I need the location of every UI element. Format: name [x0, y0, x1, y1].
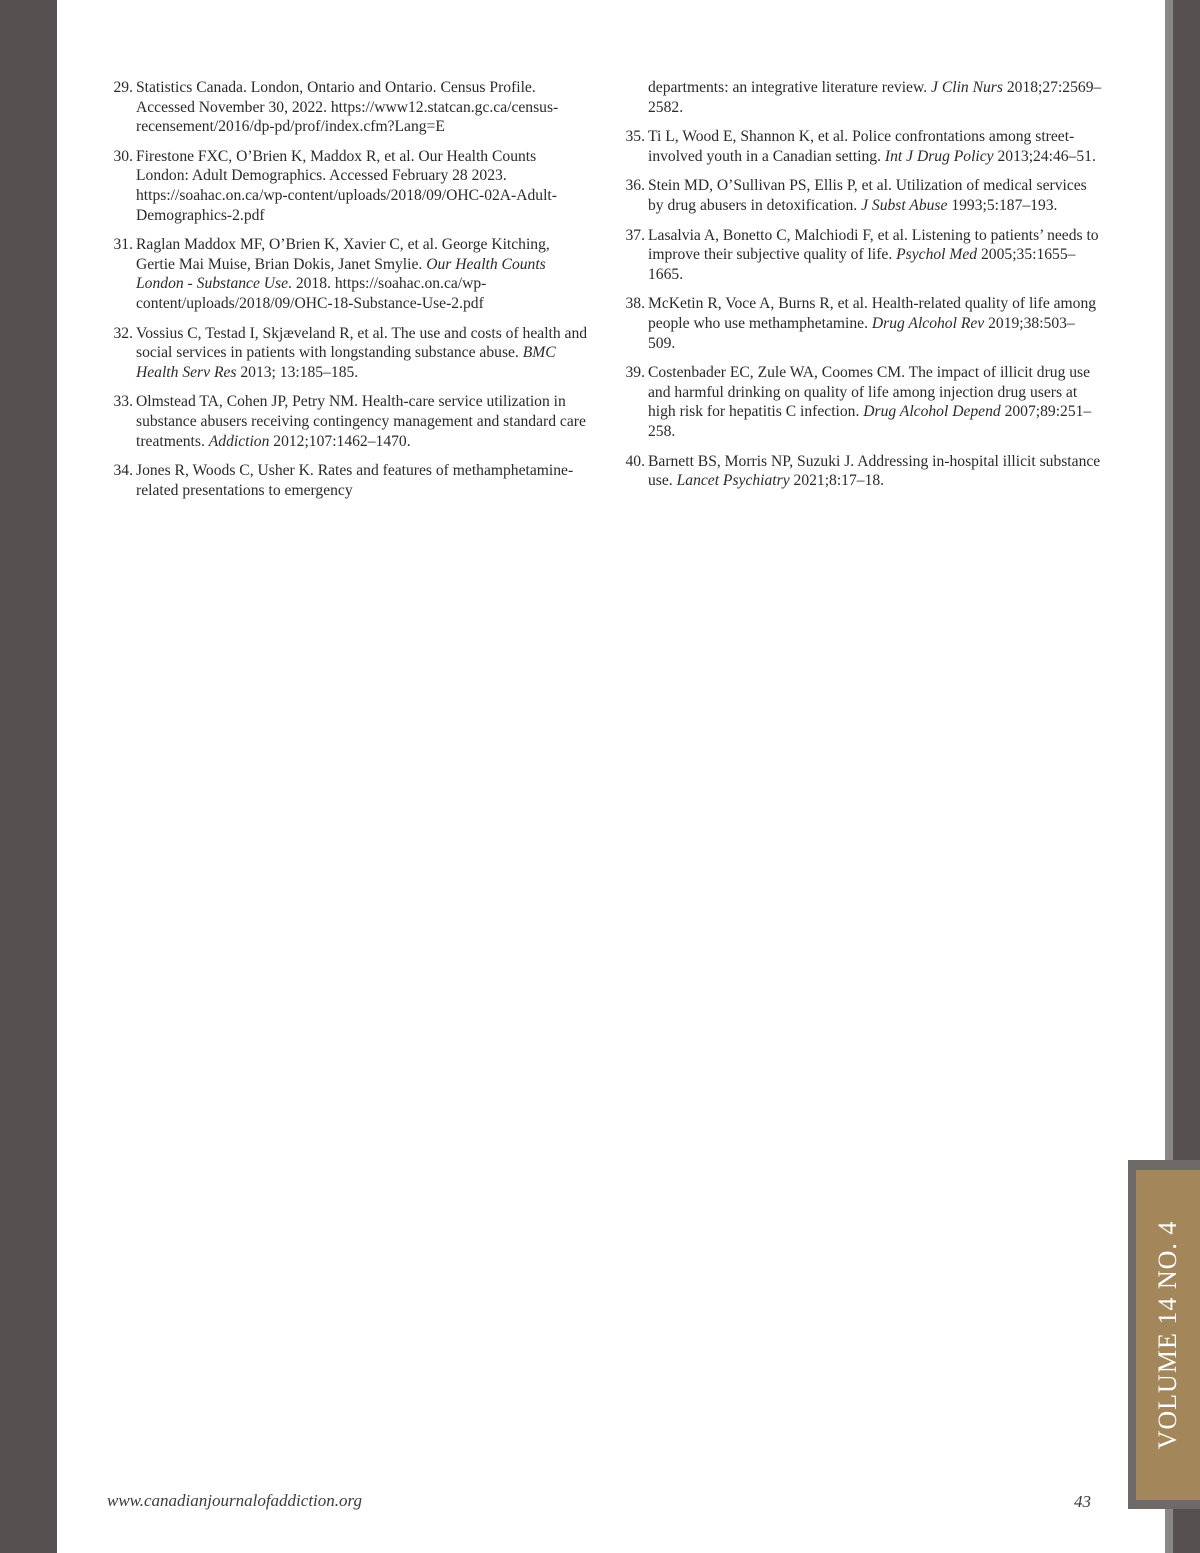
journal-title: BMC Health Serv Res [136, 344, 556, 381]
reference-item [105, 235, 590, 313]
reference-item [617, 294, 1102, 353]
reference-item [105, 392, 590, 451]
reference-text: Statistics Canada. London, Ontario and Ontario. Census Profile. Accessed November 30, 2022. https://www12.statcan.gc.ca/census-recensement/2016/dp-pd/prof/index.cfm?Lang=E [136, 79, 559, 136]
reference-number: 29. [113, 79, 133, 96]
reference-number: 34. [113, 462, 133, 480]
journal-title: J Clin Nurs [931, 79, 1003, 96]
reference-item [617, 452, 1102, 491]
references-left-column [105, 78, 590, 510]
footer-url[interactable]: www.canadianjournalofaddiction.org [107, 1491, 363, 1510]
reference-number: 36. [625, 177, 645, 195]
reference-number: 38. [625, 295, 645, 313]
references-right-column [617, 78, 1102, 501]
reference-text: McKetin R, Voce A, Burns R, et al. Health-related quality of life among people who use methamphetamine. [648, 295, 1097, 332]
reference-item [617, 363, 1102, 441]
reference-text: 2018;27:2569–2582. [648, 79, 1102, 116]
reference-item [105, 147, 590, 225]
reference-text: Firestone FXC, O’Brien K, Maddox R, et al. Our Health Counts London: Adult Demographics. Accessed February 28 2023. https://soahac.on.ca/wp-content/uploads/2018/09/OHC-02A-Adult-Demographics-2.pdf [136, 147, 557, 224]
reference-text: Olmstead TA, Cohen JP, Petry NM. Health-care service utilization in substance abusers receiving contingency management and standard care treatments. [136, 393, 586, 450]
reference-text: Barnett BS, Morris NP, Suzuki J. Addressing in-hospital illicit substance use. [648, 452, 1101, 490]
page-number: 43 [1074, 1492, 1091, 1511]
reference-text: Costenbader EC, Zule WA, Coomes CM. The impact of illicit drug use and harmful drinking on quality of life among injection drug users at high risk for hepatitis C infection. [648, 364, 1091, 421]
reference-text: 2021;8:17–18. [789, 472, 885, 490]
journal-title: Our Health Counts London - Substance Use [136, 255, 546, 293]
reference-number: 32. [113, 324, 133, 342]
reference-item [105, 461, 590, 500]
journal-title: Psychol Med [896, 246, 978, 264]
reference-number: 39. [625, 364, 645, 382]
reference-item [617, 226, 1102, 285]
reference-number: 40. [625, 452, 645, 470]
references-right-list [617, 127, 1102, 491]
journal-title: Lancet Psychiatry [676, 472, 790, 490]
journal-title: Addiction [208, 432, 270, 450]
reference-number: 37. [625, 226, 645, 244]
reference-text: 2019;38:503–509. [648, 314, 1075, 352]
reference-text: departments: an integrative literature review. [648, 79, 932, 96]
journal-title: Drug Alcohol Rev [871, 314, 985, 332]
reference-text: Lasalvia A, Bonetto C, Malchiodi F, et al. Listening to patients’ needs to improve their subjective quality of life. [648, 226, 1099, 264]
reference-text: Stein MD, O’Sullivan PS, Ellis P, et al. Utilization of medical services by drug abusers in detoxification. [648, 177, 1087, 214]
reference-text: 2013;24:46–51. [993, 147, 1096, 165]
reference-text: 2013; 13:185–185. [236, 363, 359, 381]
reference-item [105, 78, 590, 137]
reference-number: 33. [113, 393, 133, 411]
volume-label: VOLUME 14 NO. 4 [1153, 1220, 1182, 1450]
reference-text: Raglan Maddox MF, O’Brien K, Xavier C, et al. George Kitching, Gertie Mai Muise, Brian Dokis, Janet Smylie. [136, 236, 550, 273]
journal-title: Drug Alcohol Depend [863, 403, 1001, 421]
reference-text: . 2018. https://soahac.on.ca/wp-content/uploads/2018/09/OHC-18-Substance-Use-2.pdf [136, 275, 487, 312]
reference-text: Ti L, Wood E, Shannon K, et al. Police confrontations among street-involved youth in a Canadian setting. [648, 128, 1075, 165]
reference-item [617, 127, 1102, 166]
reference-text: Vossius C, Testad I, Skjæveland R, et al. The use and costs of health and social services in patients with longstanding substance abuse. [136, 324, 588, 362]
left-border-bar [0, 0, 57, 1553]
reference-text: Jones R, Woods C, Usher K. Rates and features of methamphetamine-related presentations to emergency [136, 462, 574, 499]
reference-item [617, 176, 1102, 215]
reference-number: 30. [113, 147, 133, 165]
reference-text: 2007;89:251–258. [648, 403, 1092, 440]
reference-item [105, 324, 590, 383]
reference-text: 2012;107:1462–1470. [269, 432, 411, 450]
journal-title: J Subst Abuse [861, 196, 948, 214]
reference-number: 31. [113, 236, 133, 254]
reference-text: 1993;5:187–193. [947, 196, 1058, 214]
reference-text: 2005;35:1655–1665. [648, 246, 1076, 283]
journal-title: Int J Drug Policy [884, 147, 994, 165]
reference-number: 35. [625, 128, 645, 146]
reference-continuation [617, 78, 1102, 117]
